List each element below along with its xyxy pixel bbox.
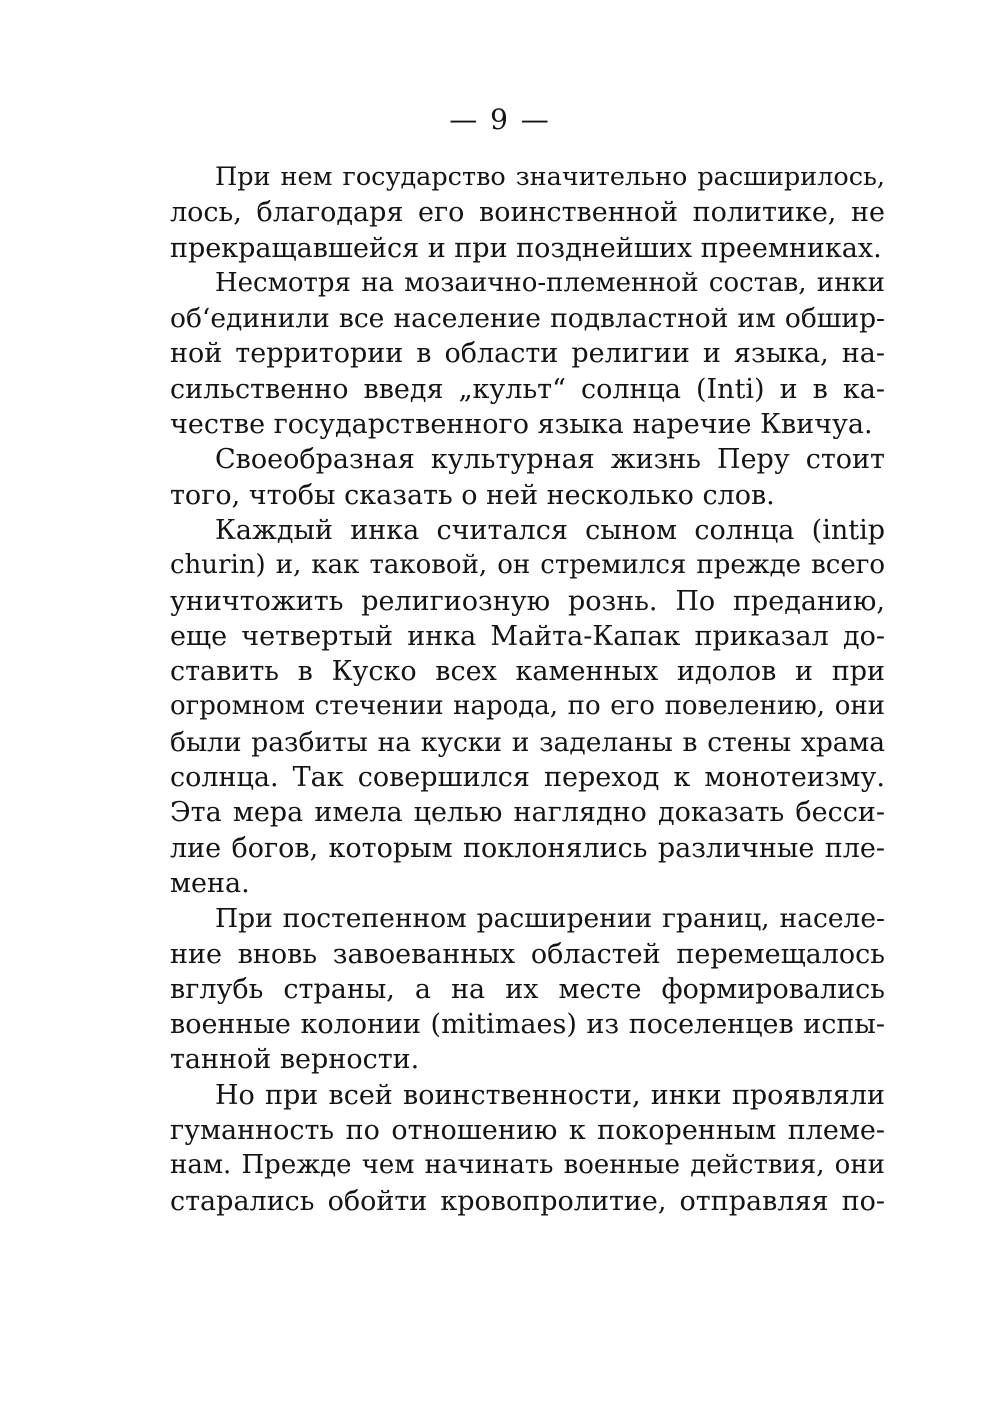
- text-line: При нем государство значительно расширилось,: [215, 162, 885, 192]
- text-line: еще четвертый инка Майта-Капак приказал до-: [170, 620, 885, 652]
- text-line: лось, благодаря его воинственной политике, не: [170, 197, 885, 229]
- text-line: огромном стечении народа, по его повелению, они: [170, 691, 885, 722]
- text-line: были разбиты на куски и заделаны в стены храма: [170, 726, 885, 758]
- text-line: солнца. Так совершился переход к монотеизму.: [170, 762, 885, 794]
- text-line: ной территории в области религии и языка, на-: [170, 338, 885, 370]
- text-line: уничтожить религиозную рознь. По преданию,: [170, 585, 885, 617]
- text-line: об‘единили все население подвластной им обшир-: [170, 303, 885, 335]
- text-line: танной верности.: [170, 1044, 420, 1076]
- text-line: Но при всей воинственности, инки проявляли: [215, 1079, 885, 1111]
- text-line: Несмотря на мозаично-племенной состав, инки: [215, 267, 885, 298]
- text-line: мена.: [170, 867, 250, 899]
- text-line: гуманность по отношению к покоренным племе-: [170, 1115, 885, 1147]
- text-line: военные колонии (mitimaes) из поселенцев испы-: [170, 1009, 885, 1041]
- page-number: — 9 —: [449, 103, 551, 136]
- text-line: вглубь страны, а на их месте формировались: [170, 973, 885, 1005]
- text-line: того, чтобы сказать о ней несколько слов.: [170, 479, 775, 511]
- text-line: Каждый инка считался сыном солнца (intip: [215, 514, 885, 546]
- text-line: Эта мера имела целью наглядно доказать бесси-: [170, 797, 885, 829]
- text-line: лие богов, которым поклонялись различные пле-: [170, 832, 885, 864]
- text-line: Своеобразная культурная жизнь Перу стоит: [215, 444, 885, 476]
- text-line: churin) и, как таковой, он стремился прежде всего: [170, 550, 885, 581]
- text-line: честве государственного языка наречие Квичуа.: [170, 409, 873, 441]
- body-text: [170, 160, 885, 1219]
- text-line: нам. Прежде чем начинать военные действия, они: [170, 1150, 885, 1181]
- text-line: прекращавшейся и при позднейших преемниках.: [170, 232, 882, 264]
- text-line: ставить в Куско всех каменных идолов и при: [170, 656, 885, 688]
- text-line: сильственно введя „культ“ солнца (Inti) и в ка-: [170, 373, 885, 405]
- text-line: старались обойти кровопролитие, отправляя по-: [170, 1185, 885, 1217]
- text-line: При постепенном расширении границ, населе-: [215, 903, 885, 935]
- text-line: ние вновь завоеванных областей перемещалось: [170, 938, 885, 970]
